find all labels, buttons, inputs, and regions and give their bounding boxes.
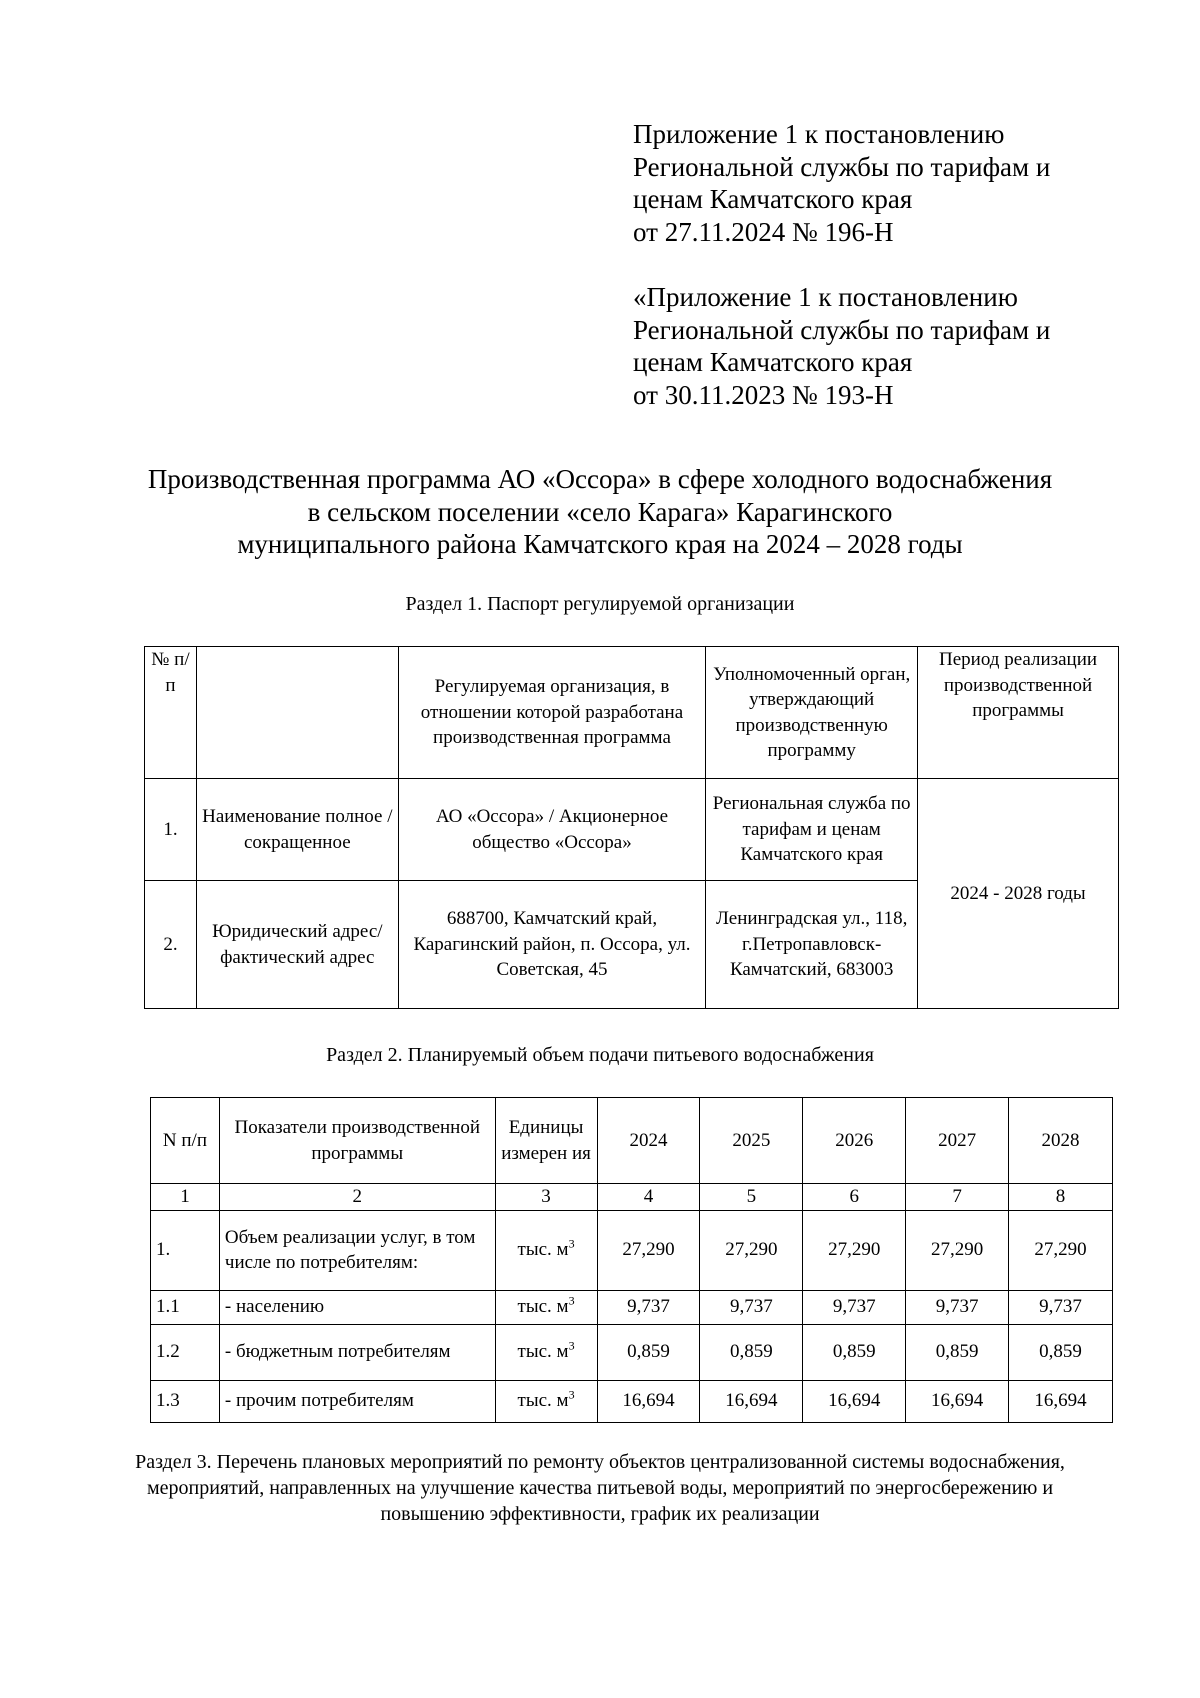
header-year: 2025	[700, 1098, 803, 1184]
document-title	[100, 463, 1100, 561]
header-period: Период реализации производственной программы	[918, 647, 1119, 779]
col-number: 5	[700, 1184, 803, 1211]
title-line: муниципального района Камчатского края на 2024 – 2028 годы	[237, 529, 963, 559]
row-label: - населению	[219, 1290, 495, 1324]
header-num: № п/п	[145, 647, 197, 779]
row-organization: 688700, Камчатский край, Карагинский район, п. Оссора, ул. Советская, 45	[398, 881, 706, 1009]
row-value: 9,737	[1009, 1290, 1113, 1324]
row-num: 1.3	[151, 1380, 220, 1422]
appendix-header-new	[633, 118, 1153, 248]
table-header-row	[145, 647, 1119, 779]
row-label: Юридический адрес/фактический адрес	[196, 881, 398, 1009]
title-line: Производственная программа АО «Оссора» в сфере холодного водоснабжения	[147, 464, 1053, 494]
header-year: 2028	[1009, 1098, 1113, 1184]
header-year: 2026	[803, 1098, 906, 1184]
appendix-line: от 30.11.2023 № 193-Н	[633, 379, 894, 410]
row-unit: тыс. $м^3$	[495, 1210, 597, 1290]
period-cell: 2024 - 2028 годы	[918, 779, 1119, 1009]
header-organization: Регулируемая организация, в отношении которой разработана производственная программа	[398, 647, 706, 779]
row-organization: АО «Оссора» / Акционерное общество «Оссора»	[398, 779, 706, 881]
row-value: 9,737	[906, 1290, 1009, 1324]
row-num: 1.2	[151, 1324, 220, 1380]
header-unit: Единицы измерен ия	[495, 1098, 597, 1184]
row-value: 16,694	[803, 1380, 906, 1422]
row-num: 1.	[145, 779, 197, 881]
row-num: 2.	[145, 881, 197, 1009]
row-authority: Региональная служба по тарифам и ценам Камчатского края	[706, 779, 918, 881]
col-number: 1	[151, 1184, 220, 1211]
row-num: 1.	[151, 1210, 220, 1290]
header-empty	[196, 647, 398, 779]
table-row	[145, 779, 1119, 881]
table-row	[151, 1290, 1113, 1324]
row-value: 9,737	[803, 1290, 906, 1324]
header-year: 2027	[906, 1098, 1009, 1184]
header-indicator: Показатели производственной программы	[219, 1098, 495, 1184]
row-value: 16,694	[1009, 1380, 1113, 1422]
row-value: 0,859	[1009, 1324, 1113, 1380]
row-value: 27,290	[597, 1210, 700, 1290]
column-number-row	[151, 1184, 1113, 1211]
section2-title: Раздел 2. Планируемый объем подачи питьевого водоснабжения	[326, 1044, 874, 1066]
row-value: 0,859	[597, 1324, 700, 1380]
appendix-line: ценам Камчатского края	[633, 184, 913, 214]
row-value: 0,859	[906, 1324, 1009, 1380]
row-value: 27,290	[700, 1210, 803, 1290]
section1-title: Раздел 1. Паспорт регулируемой организации	[405, 593, 795, 615]
row-unit: тыс. $м^3$	[495, 1290, 597, 1324]
table-row	[151, 1380, 1113, 1422]
title-line: в сельском поселении «село Карага» Карагинского	[307, 496, 893, 527]
row-authority: Ленинградская ул., 118, г.Петропавловск-Камчатский, 683003	[706, 881, 918, 1009]
row-unit: тыс. $м^3$	[495, 1380, 597, 1422]
row-value: 9,737	[700, 1290, 803, 1324]
col-number: 6	[803, 1184, 906, 1211]
col-number: 7	[906, 1184, 1009, 1211]
appendix-line: Приложение 1 к постановлению	[633, 119, 1005, 149]
table-row	[151, 1210, 1113, 1290]
col-number: 4	[597, 1184, 700, 1211]
passport-table	[144, 646, 1119, 1009]
row-value: 16,694	[906, 1380, 1009, 1422]
header-authority: Уполномоченный орган, утверждающий производственную программу	[706, 647, 918, 779]
col-number: 8	[1009, 1184, 1113, 1211]
row-num: 1.1	[151, 1290, 220, 1324]
table-header-row	[151, 1098, 1113, 1184]
row-value: 16,694	[700, 1380, 803, 1422]
header-num: N п/п	[151, 1098, 220, 1184]
appendix-line: «Приложение 1 к постановлению	[633, 282, 1018, 312]
appendix-line: ценам Камчатского края	[633, 347, 913, 377]
row-label: - бюджетным потребителям	[219, 1324, 495, 1380]
row-value: 0,859	[803, 1324, 906, 1380]
row-value: 27,290	[906, 1210, 1009, 1290]
row-value: 27,290	[1009, 1210, 1113, 1290]
header-year: 2024	[597, 1098, 700, 1184]
section3-title: Раздел 3. Перечень плановых мероприятий по ремонту объектов централизованной системы водоснабжения, мероприятий, направленных на улучшение качества питьевой воды, мероприятий по энергосбережению и повышению эффективности, график их реализации	[135, 1451, 1065, 1525]
col-number: 3	[495, 1184, 597, 1211]
appendix-header-old	[633, 281, 1153, 411]
row-label: Наименование полное / сокращенное	[196, 779, 398, 881]
appendix-line: Региональной службы по тарифам и	[633, 314, 1051, 345]
appendix-line: от 27.11.2024 № 196-Н	[633, 216, 894, 247]
table-row	[151, 1324, 1113, 1380]
row-value: 0,859	[700, 1324, 803, 1380]
row-label: - прочим потребителям	[219, 1380, 495, 1422]
appendix-line: Региональной службы по тарифам и	[633, 151, 1051, 182]
volume-table	[150, 1097, 1113, 1423]
row-unit: тыс. $м^3$	[495, 1324, 597, 1380]
row-value: 9,737	[597, 1290, 700, 1324]
col-number: 2	[219, 1184, 495, 1211]
row-value: 27,290	[803, 1210, 906, 1290]
row-value: 16,694	[597, 1380, 700, 1422]
row-label: Объем реализации услуг, в том числе по потребителям:	[219, 1210, 495, 1290]
